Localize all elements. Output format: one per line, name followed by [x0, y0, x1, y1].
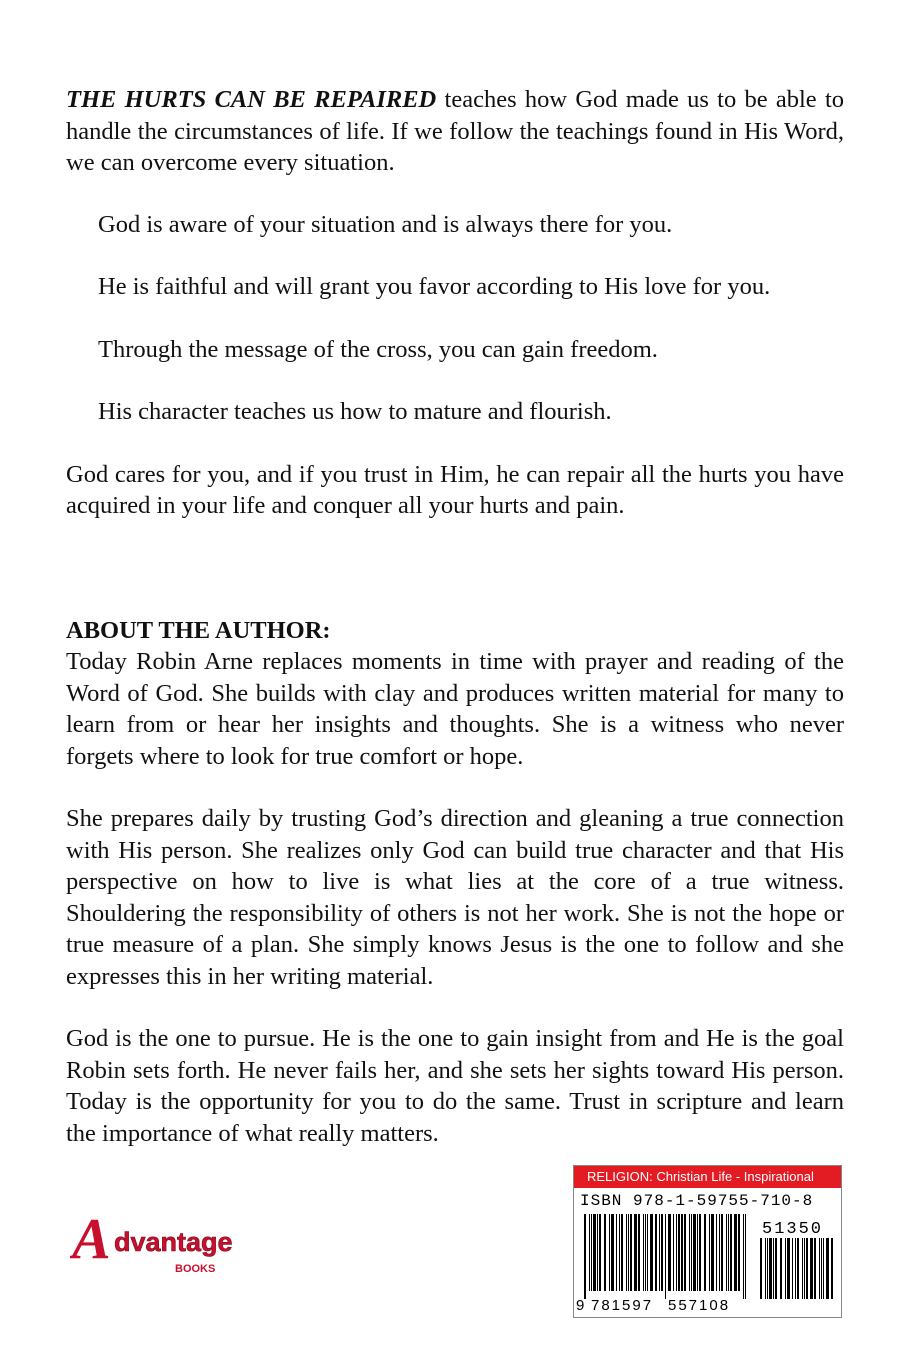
book-title: THE HURTS CAN BE REPAIRED	[66, 86, 437, 113]
barcode-bar	[711, 1214, 714, 1291]
isbn-text: ISBN 978-1-59755-710-8	[580, 1192, 814, 1210]
ean-bars	[584, 1214, 746, 1299]
barcode-label	[573, 1165, 842, 1318]
ean-right-digits: 557108	[668, 1297, 731, 1314]
barcode-bar	[826, 1238, 829, 1299]
intro-text: teaches how God made us to be able to handle the circumstances of life. If we follow the teachings found in His Word, we can overcome every situation.	[66, 86, 844, 176]
barcode-bar	[769, 1238, 772, 1299]
barcode-bar	[728, 1214, 729, 1291]
barcode-bar	[810, 1238, 813, 1299]
barcode-bar	[604, 1214, 606, 1291]
barcode-bar	[797, 1238, 799, 1299]
point-item: His character teaches us how to mature and flourish.	[98, 398, 612, 425]
logo-initial: A	[72, 1206, 111, 1271]
barcode-bar	[645, 1214, 646, 1291]
barcode-bar	[767, 1238, 768, 1299]
barcode-bar	[823, 1238, 824, 1299]
barcode-bar	[775, 1238, 777, 1299]
logo-word: dvantage	[114, 1227, 233, 1257]
barcode-bar	[616, 1214, 617, 1291]
barcode-bar	[726, 1214, 727, 1291]
barcode-graphic	[574, 1166, 841, 1317]
barcode-bar	[821, 1238, 822, 1299]
barcode-bar	[668, 1214, 671, 1291]
barcode-bar	[697, 1214, 698, 1291]
barcode-bar	[659, 1214, 660, 1291]
barcode-bar	[780, 1238, 782, 1299]
barcode-bar	[589, 1214, 590, 1291]
barcode-bar	[678, 1214, 680, 1291]
bio-paragraph: She prepares daily by trusting God’s direction and gleaning a true connection with His person. She realizes only God can build true character and that His perspective on how to live is what lies at the core of a true witness. Shouldering the responsibility of others is not her work. She is not the hope or true measure of a plan. She simply knows Jesus is the one to follow and she expresses this in her writing material.	[66, 805, 844, 990]
barcode-bar	[681, 1214, 683, 1291]
barcode-bar	[628, 1214, 629, 1291]
barcode-bar	[738, 1214, 740, 1291]
barcode-bar	[599, 1214, 601, 1291]
barcode-bar	[795, 1238, 796, 1299]
ean-first-digit: 9	[576, 1297, 585, 1314]
bio-paragraph: Today Robin Arne replaces moments in time with prayer and reading of the Word of God. She builds with clay and produces written material for many to learn from or hear her insights and thoughts. She is a witness who never forgets where to look for true comfort or hope.	[66, 648, 844, 770]
barcode-bar	[785, 1238, 786, 1299]
barcode-bar	[593, 1214, 596, 1291]
barcode-bar	[719, 1214, 720, 1291]
logo-sub: BOOKS	[175, 1263, 216, 1275]
barcode-bar	[638, 1214, 640, 1291]
barcode-bar	[716, 1214, 717, 1291]
barcode-bar	[804, 1238, 805, 1299]
barcode-bar	[665, 1214, 666, 1299]
point-item: God is aware of your situation and is always there for you.	[98, 210, 673, 238]
price-code: 51350	[762, 1220, 824, 1239]
barcode-bar	[676, 1214, 677, 1291]
barcode-bar	[689, 1214, 690, 1291]
barcode-bar	[721, 1214, 723, 1291]
barcode-bar	[704, 1214, 706, 1291]
barcode-bar	[647, 1214, 648, 1291]
barcode-bar	[611, 1214, 614, 1291]
barcode-bar	[699, 1214, 701, 1291]
barcode-bar	[743, 1214, 744, 1299]
barcode-bar	[745, 1214, 746, 1299]
barcode-bar	[802, 1238, 803, 1299]
addon-bars	[760, 1238, 833, 1299]
barcode-bar	[787, 1238, 790, 1299]
barcode-bar	[609, 1214, 610, 1291]
barcode-bar	[655, 1214, 657, 1291]
barcode-bar	[634, 1214, 637, 1291]
barcode-bar	[584, 1214, 586, 1299]
barcode-bar	[693, 1214, 696, 1291]
barcode-bar	[819, 1238, 820, 1299]
barcode-bar	[630, 1214, 632, 1291]
barcode-bar	[691, 1214, 692, 1291]
barcode-bar	[734, 1214, 737, 1291]
point-item: He is faithful and will grant you favor according to His love for you.	[98, 273, 771, 300]
ean-left-digits: 781597	[591, 1297, 654, 1314]
about-author-heading: ABOUT THE AUTHOR:	[66, 616, 331, 644]
publisher-logo	[70, 1206, 250, 1278]
barcode-bar	[765, 1238, 766, 1299]
intro-paragraph	[66, 84, 844, 179]
barcode-bar	[643, 1214, 644, 1291]
barcode-bar	[792, 1238, 793, 1299]
point-item: Through the message of the cross, you can gain freedom.	[98, 335, 658, 363]
barcode-bar	[814, 1238, 816, 1299]
barcode-bar	[684, 1214, 686, 1291]
barcode-bar	[661, 1214, 663, 1291]
barcode-bar	[730, 1214, 732, 1291]
barcode-bar	[709, 1214, 710, 1291]
barcode-bar	[831, 1238, 833, 1299]
barcode-bar	[619, 1214, 620, 1291]
bio-paragraph: God is the one to pursue. He is the one to gain insight from and He is the goal Robin sets forth. He never fails her, and she sets her sights toward His person. Today is the opportunity for you to do the same. Trust in scripture and learn the importance of what really matters.	[66, 1025, 844, 1147]
barcode-bar	[673, 1214, 674, 1291]
barcode-bar	[591, 1214, 592, 1291]
closing-paragraph: God cares for you, and if you trust in Him, he can repair all the hurts you have acquired in your life and conquer all your hurts and pain.	[66, 460, 844, 519]
barcode-bar	[773, 1238, 774, 1299]
barcode-bar	[650, 1214, 653, 1291]
barcode-bar	[621, 1214, 623, 1291]
barcode-bar	[626, 1214, 627, 1291]
category-label: RELIGION: Christian Life - Inspirational	[574, 1166, 841, 1188]
barcode-bar	[597, 1214, 598, 1291]
back-cover-text	[66, 84, 844, 1180]
barcode-bar	[806, 1238, 808, 1299]
barcode-bar	[760, 1238, 762, 1299]
